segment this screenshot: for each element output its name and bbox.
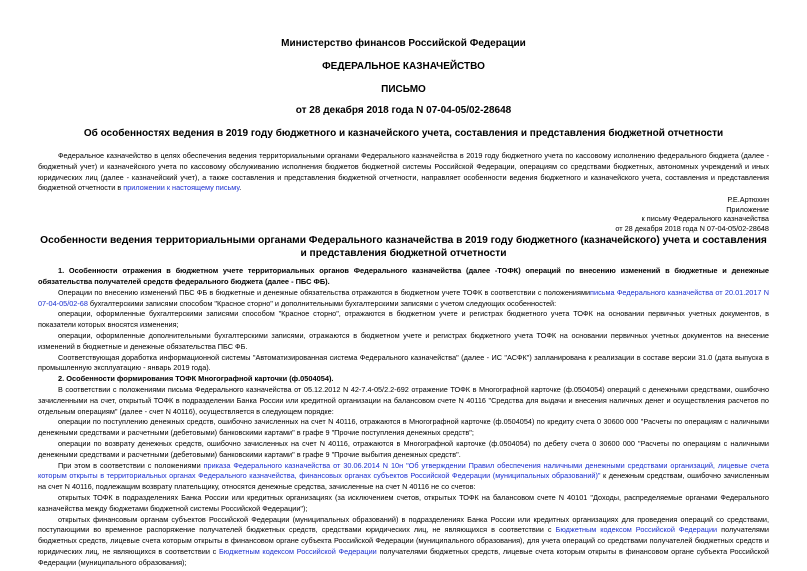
budget-code-link[interactable]: Бюджетным кодексом Российской Федерации [555,525,718,535]
section2-paragraph [38,461,769,493]
section1-paragraph [38,288,769,310]
intro-text: Федеральное казначейство в целях обеспечения ведения территориальными органами Федерального казначейства в 2019 году бюджетного учета по кассовому исполнению федерального бюджета (далее - бюджетный учет) и казначейского учета по кассовому обслуживанию исполнения бюджетов бюджетной системы Российской Федерации, операциям со средствами бюджетных, автономных учреждений и иных юридических лиц (далее - казначейский учет), а также составления и представления бюджетной отчетности, направляет особенности ведения бюджетного и казначейского учета, составления и представления бюджетной отчетности в [38,151,769,193]
section2-heading: 2. Особенности формирования ТОФК Многографной карточки (ф.0504054). [58,374,334,384]
appendix-line2: от 28 декабря 2018 года N 07-04-05/02-28648 [615,223,769,233]
main-title: Особенности ведения территориальными органами Федерального казначейства в 2019 году бюджетного (казначейского) учета и составления и представления бюджетной отчетности [40,235,767,259]
document-type: ПИСЬМО [381,84,426,95]
section1-paragraph: операции, оформленные дополнительными бухгалтерскими записями, отражаются в бюджетном учете и регистрах бюджетного учета ТОФК на основании первичных учетных документов на внесение изменений в бюджетные и денежные обязательства ПБС ФБ. [38,330,769,351]
section2-p6-tail: получателями бюджетных средств, лицевые счета которым открыты в финансовом органе субъекта Российской Федерации (муниципального образования); [38,546,770,567]
section2-paragraph: открытых ТОФК в подразделениях Банка России или кредитных организациях (за исключением счетов, открытых ТОФК на балансовом счете N 40101 "Доходы, распределяемые органами Федерального казначейства между бюджетами бюджетной системы Российской Федерации"); [38,492,769,513]
ministry-name: Министерство финансов Российской Федерации [281,38,526,49]
appendix-label: Приложение [726,204,769,214]
section1-p1-tail: бухгалтерскими записями способом "Красное сторно" и дополнительными бухгалтерскими записями с учетом следующих особенностей: [87,298,557,308]
appendix-line1: к письму Федерального казначейства [641,214,769,224]
section1-heading: 1. Особенности отражения в бюджетном учете территориальных органов Федерального казначейства (далее -ТОФК) операций по внесению изменений в бюджетные и денежные обязательства получателей средств федерального бюджета (далее - ПБС ФБ). [38,266,769,286]
section1-paragraph: Соответствующая доработка информационной системы "Автоматизированная система Федерального казначейства" (далее - ИС "АСФК") запланирована к реализации в составе версии 31.0 (дата выпуска в промышленную эксплуатацию - январь 2019 года). [38,352,769,373]
section2-paragraph: операции по возврату денежных средств, ошибочно зачисленных на счет N 40116, отражаются в Многографной карточке (ф.0504054) по дебету счета 0 30600 000 "Расчеты по операциям с наличными денежными средствами и расчетными (дебетовыми) банковскими картами" в графе 9 "Прочие выбытия денежных средств". [38,438,769,459]
section2-paragraph: В соответствии с положениями письма Федерального казначейства от 05.12.2012 N 42-7.4-05/2.2-692 отражение ТОФК в Многографной карточке (ф.0504054) операций с денежными средствами, ошибочно зачисленными на счет, открытый ТОФК в подразделении Банка России или кредитной организации на балансовом счете N 40116 "Средства для выдачи и внесения наличных денег и осуществления расчетов по отдельным операциям" (далее - счет N 40116), осуществляется в следующем порядке: [38,384,769,416]
agency-name: ФЕДЕРАЛЬНОЕ КАЗНАЧЕЙСТВО [322,61,485,72]
signature: Р.Е.Артюхин [727,195,769,205]
appendix-link[interactable]: приложении к настоящему письму [123,183,240,193]
intro-paragraph [38,151,769,194]
section2-p4-tail: к денежным средствам, ошибочно зачисленным на счет N 40116, подлежащим возврату плательщику, относятся денежные средства, зачисленные на счет N 40116 не со счетов: [38,471,769,492]
intro-tail: . [239,183,242,193]
section2-p6-middle: получателями бюджетных средств, лицевые счета которым открыты в финансовом органе субъекта Российской Федерации (муниципального образования), для учета операций со средствами получателей бюджетных средств и юридических лиц, не являющихся в соответствии с [38,525,769,556]
budget-code-link[interactable]: Бюджетным кодексом Российской Федерации [219,546,377,556]
section1-paragraph: операции, оформленные бухгалтерскими записями способом "Красное сторно", отражаются в бюджетном учете и регистрах бюджетного учета ТОФК на основании первичных учетных документов, в показатели которых вносятся изменения; [38,309,769,330]
section2-p6-text: открытых финансовым органам субъектов Российской Федерации (муниципальных образований) в подразделениях Банка России или кредитных организациях для проведения операций со средствами, поступающими во временное распоряжение получателей бюджетных средств, средствами юридических лиц, не являющихся в соответствии с [38,514,769,535]
section2-p4-text: При этом в соответствии с положениями [58,460,204,470]
section1-p1-text: Операции по внесению изменений ПБС ФБ в бюджетные и денежные обязательства отражаются в бюджетном учете ТОФК в соответствии с положениями [58,287,591,297]
document-title: Об особенностях ведения в 2019 году бюджетного и казначейского учета, составления и представления бюджетной отчетности [83,128,724,139]
letter-link[interactable]: письма Федерального казначейства от 20.01.2017 N 07-04-05/02-68 [38,287,769,308]
section2-paragraph [38,515,769,569]
order-link[interactable]: приказа Федерального казначейства от 30.06.2014 N 10н "Об утверждении Правил обеспечения наличными денежными средствами организаций, лицевые счета которым открыты в территориальных органах Федерального казначейства, финансовых органах субъектов Российской Федерации (муниципальных образований)" [38,460,769,481]
document-date: от 28 декабря 2018 года N 07-04-05/02-28648 [295,105,512,116]
section2-paragraph: операции по поступлению денежных средств, ошибочно зачисленных на счет N 40116, отражаются в Многографной карточке (ф.0504054) по кредиту счета 0 30600 000 "Расчеты по операциям с наличными денежными средствами и расчетными (дебетовыми) банковскими картами" в графе 9 "Прочие поступления денежных средств"; [38,417,769,438]
